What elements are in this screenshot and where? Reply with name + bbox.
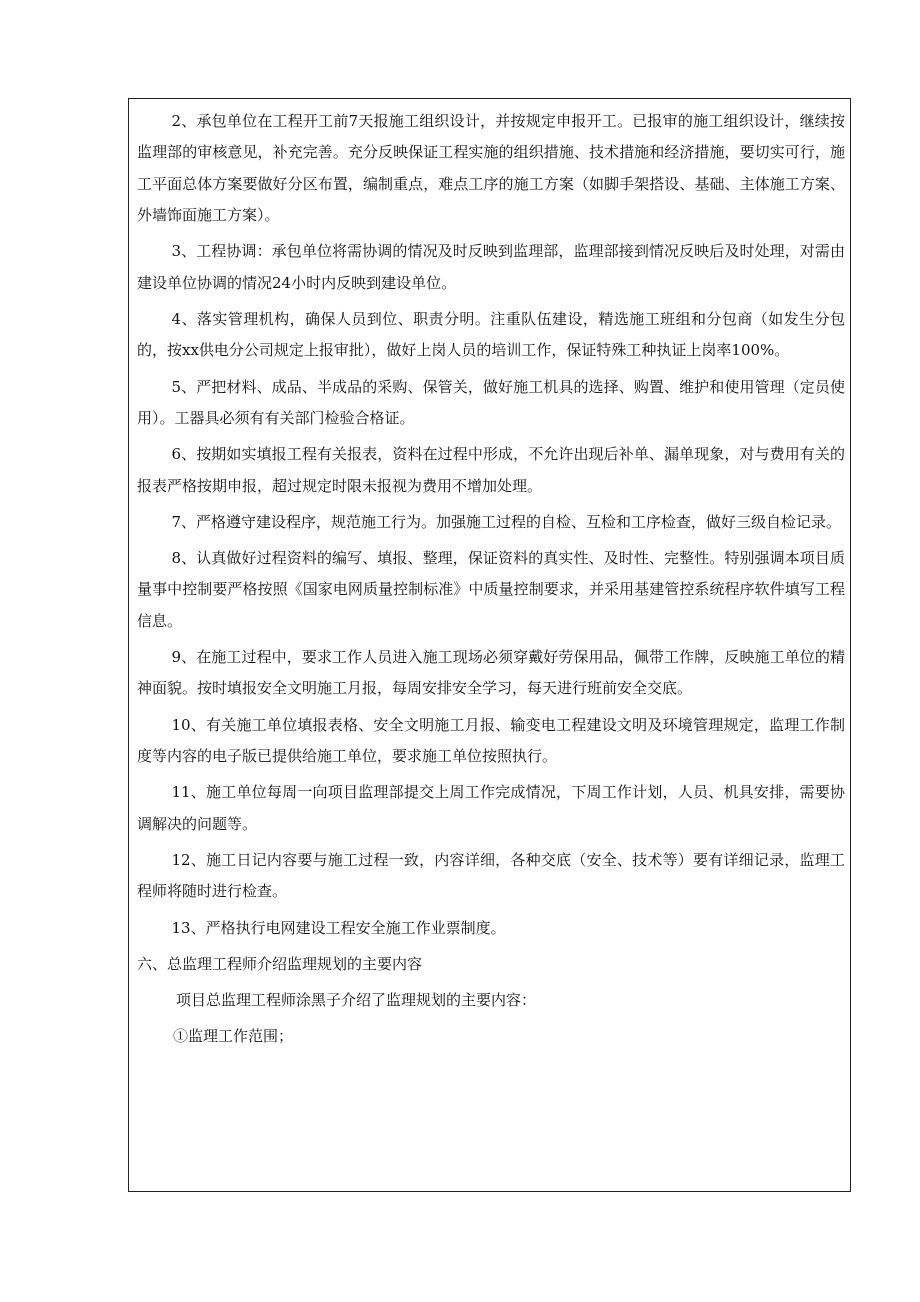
paragraph-7: 7、严格遵守建设程序，规范施工行为。加强施工过程的自检、互检和工序检查，做好三级自检记录。 xyxy=(171,512,842,531)
intro-paragraph: 项目总监理工程师涂黑子介绍了监理规划的主要内容： xyxy=(176,990,537,1009)
paragraph-9: 9、在施工过程中，要求工作人员进入施工现场必须穿戴好劳保用品，佩带工作牌，反映施工单位的精神面貌。按时填报安全文明施工月报，每周安排安全学习，每天进行班前安全交底。 xyxy=(137,648,845,698)
list-item-scope: ①监理工作范围； xyxy=(173,1027,294,1046)
paragraph-8: 8、认真做好过程资料的编写、填报、整理，保证资料的真实性、及时性、完整性。特别强调本项目质量事中控制要严格按照《国家电网质量控制标准》中质量控制要求，并采用基建管控系统程序软件填写工程信息。 xyxy=(137,549,845,630)
paragraph-10: 10、有关施工单位填报表格、安全文明施工月报、输变电工程建设文明及环境管理规定，监理工作制度等内容的电子版已提供给施工单位，要求施工单位按照执行。 xyxy=(137,715,845,766)
paragraph-11: 11、施工单位每周一向项目监理部提交上周工作完成情况，下周工作计划，人员、机具安排，需要协调解决的问题等。 xyxy=(137,783,845,833)
paragraph-13: 13、严格执行电网建设工程安全施工作业票制度。 xyxy=(171,918,506,937)
document-body xyxy=(137,106,845,1057)
paragraph-3: 3、工程协调：承包单位将需协调的情况及时反映到监理部，监理部接到情况反映后及时处理，对需由建设单位协调的情况24小时内反映到建设单位。 xyxy=(137,242,845,292)
section-heading-6: 六、总监理工程师介绍监理规划的主要内容 xyxy=(137,954,423,973)
paragraph-5: 5、严把材料、成品、半成品的采购、保管关，做好施工机具的选择、购置、维护和使用管理（定员使用）。工器具必须有有关部门检验合格证。 xyxy=(137,377,845,428)
paragraph-4: 4、落实管理机构，确保人员到位、职责分明。注重队伍建设，精选施工班组和分包商（如发生分包的，按xx供电分公司规定上报审批），做好上岗人员的培训工作，保证特殊工种执证上岗率100%。 xyxy=(137,310,845,360)
paragraph-2: 2、承包单位在工程开工前7天报施工组织设计，并按规定申报开工。已报审的施工组织设计，继续按监理部的审核意见，补充完善。充分反映保证工程实施的组织措施、技术措施和经济措施，要切实可行，施工平面总体方案要做好分区布置，编制重点，难点工序的施工方案（如脚手架搭设、基础、主体施工方案、外墙饰面施工方案）。 xyxy=(137,112,845,225)
paragraph-6: 6、按期如实填报工程有关报表，资料在过程中形成，不允许出现后补单、漏单现象，对与费用有关的报表严格按期申报，超过规定时限未报视为费用不增加处理。 xyxy=(137,445,845,495)
paragraph-12: 12、施工日记内容要与施工过程一致，内容详细，各种交底（安全、技术等）要有详细记录，监理工程师将随时进行检查。 xyxy=(137,850,845,901)
